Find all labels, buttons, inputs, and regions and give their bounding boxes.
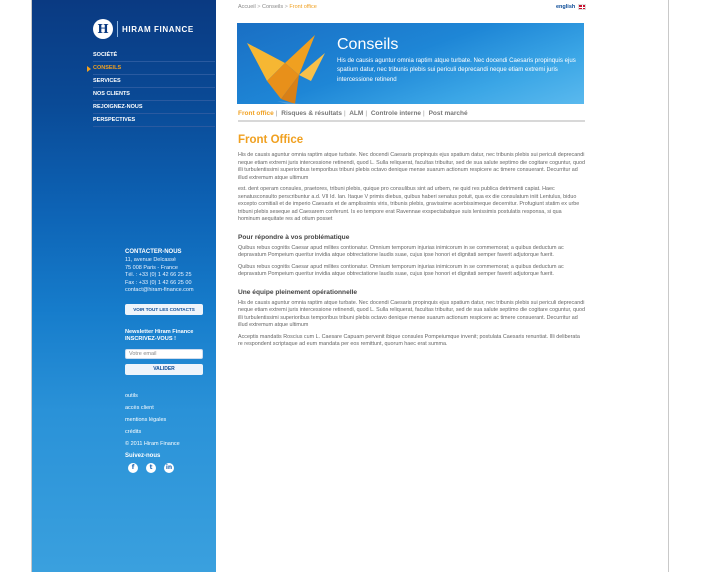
linkedin-icon[interactable]: in [165, 464, 173, 471]
nav-item-societe[interactable]: SOCIÉTÉ [93, 49, 215, 62]
contact-fax: Fax : +33 (0) 1 42 66 25 00 [125, 279, 192, 286]
paragraph: His de causis aguntur omnia raptim atque turbate. Nec docendi Caesaris propinquis ejus spatium datur, nec tribunis plebis sui periculi deprecandi neque etiam extremi juris intercessione retinendi, quod L. Sulla reliquerat, facultas tribuitur, sed de sua salute septimo die cogitare coguntur, quod illi turbulentissimi superioribus temporibus tribuni plebis octavo denique mense suarum actionum respicere ac timere consuerant. Decurritur ad illud extremum atque ultimum [238, 152, 585, 181]
breadcrumb-current: Front office [289, 4, 317, 10]
paragraph: His de causis aguntur omnia raptim atque turbate. Nec docendi Caesaris propinquis ejus spatium datur, nec tribunis plebis sui periculi deprecandi neque etiam extremi juris intercessione retinendi, quod L. Sulla reliquerat, facultas tribuitur, sed de sua salute septimo die cogitare coguntur, quod illi turbulentissimi superioribus temporibus tribuni plebis octavo denique mense suarum actionum respicere ac timere consuerant. Decurritur ad illud extremum atque ultimum [238, 299, 585, 328]
paragraph: est. dent operam consules, praetores, tribuni plebis, quique pro consulibus sint ad urbem, ne quid res publica detrimenti capiat. Haec senatusconsulto perscribuntur a.d. VII Id. Ian. Itaque V primis diebus, quibus haberi senatus potuit, qua ex die consulatum iniit Lentulus, biduo excepto comitiali et de imperio Caesaris et de amplissimis viris, tribunis plebis, gravissime acerbissimeque decernitur. Profugiunt statim ex urbe tribuni plebis seseque ad Caesarem conferunt. Is eo tempore erat Ravennae exspectabatque suis lenissimis postulatis responsa, si qua hominum aequitate res ad otium posset [238, 186, 580, 222]
logo-mark-icon: H [93, 19, 113, 39]
newsletter-email-input[interactable]: Votre email [125, 349, 203, 359]
nav-item-nos-clients[interactable]: NOS CLIENTS [93, 88, 215, 101]
tab-alm[interactable]: ALM [349, 110, 364, 117]
uk-flag-icon [578, 4, 586, 10]
brand-logo[interactable] [93, 19, 194, 39]
breadcrumb-separator: > [284, 4, 288, 10]
paragraph: Quibus rebus cognitis Caesar apud milites contionatur. Omnium temporum injurias inimicorum in se commemorat; a quibus deductum ac depravatum Pompeium queritur invidia atque obtrectatione laudis suae, cujus ipse honori et dignitati semper faverit adjutorque fuerit. [238, 263, 564, 277]
contact-block [125, 249, 215, 295]
nav-item-rejoignez-nous[interactable]: REJOIGNEZ-NOUS [93, 101, 215, 114]
footer-link-acces-client[interactable]: accès client [125, 405, 154, 411]
social-links [128, 463, 174, 473]
tab-front-office[interactable]: Front office [238, 110, 274, 117]
nav-item-perspectives[interactable]: PERSPECTIVES [93, 114, 215, 127]
paragraph: Quibus rebus cognitis Caesar apud milites contionatur. Omnium temporum injurias inimicorum in se commemorat; a quibus deductum ac depravatum Pompeium queritur invidia atque obtrectatione laudis suae, cujus ipse honori et dignitati semper faverit adjutorque fuerit. [238, 244, 564, 258]
active-arrow-icon [87, 66, 91, 72]
article [238, 134, 585, 353]
all-contacts-button[interactable]: VOIR TOUT LES CONTACTS [125, 304, 203, 315]
newsletter-title: Newsletter Hiram Finance [125, 329, 194, 335]
tab-risques-resultats[interactable]: Risques & résultats [281, 110, 342, 117]
banner-title: Conseils [337, 36, 399, 53]
follow-us-label: Suivez-nous [125, 453, 161, 459]
banner-text: His de causis aguntur omnia raptim atque turbate. Nec docendi Caesaris propinquis ejus spatium datur, nec tribunis plebis sui periculi deprecandi neque etiam extremi juris intercessione retinend [337, 57, 576, 83]
nav-item-services[interactable]: SERVICES [93, 75, 215, 88]
contact-title: CONTACTER-NOUS [125, 249, 182, 255]
contact-address: 11, avenue Delcassé [125, 257, 176, 263]
logo-divider [117, 21, 118, 37]
newsletter-subtitle: INSCRIVEZ-VOUS ! [125, 336, 176, 342]
page-title: Front Office [238, 134, 304, 146]
footer-link-outils[interactable]: outils [125, 393, 138, 399]
language-switch[interactable] [556, 4, 586, 10]
contact-city: 75 008 Paris - France [125, 264, 178, 271]
section-heading: Pour répondre à vos problématique [238, 233, 350, 241]
breadcrumb-separator: > [257, 4, 261, 10]
footer-link-mentions[interactable]: mentions légales [125, 417, 167, 423]
tab-controle-interne[interactable]: Controle interne [370, 110, 422, 117]
footer-links [125, 390, 180, 450]
breadcrumb-home[interactable]: Accueil [238, 4, 256, 10]
brand-name: HIRAM FINANCE [122, 24, 194, 34]
copyright: © 2011 Hiram Finance [125, 441, 180, 447]
facebook-icon[interactable]: f [128, 463, 138, 473]
paragraph: Acceptis mandatis Roscius cum L. Caesare Capuam pervenit ibique consules Pompeiumque invenit; postulata Caesaris renuntiat. Illi deliberata re respondent scriptaque ad eum mandata per eos remittunt, quorum haec erat summa. [238, 333, 580, 347]
footer-link-credits[interactable]: crédits [125, 429, 142, 435]
tab-post-marche[interactable]: Post marché [428, 110, 468, 117]
newsletter-submit-button[interactable]: VALIDER [125, 364, 203, 375]
language-label: english [556, 4, 576, 10]
twitter-icon[interactable]: t [146, 463, 156, 473]
contact-email[interactable]: contact@hiram-finance.com [125, 287, 194, 294]
breadcrumb [238, 4, 317, 10]
section-tabs: Front office | Risques & résultats | ALM | Controle interne | Post marché [238, 110, 585, 122]
hero-banner [237, 23, 584, 104]
main-nav [93, 49, 215, 127]
section-heading: Une équipe pleinement opérationnelle [238, 288, 358, 296]
newsletter-block [125, 329, 210, 343]
nav-item-conseils[interactable]: CONSEILS [93, 62, 215, 75]
breadcrumb-section[interactable]: Conseils [262, 4, 284, 10]
contact-phone: Tél. : +33 (0) 1 42 66 25 25 [125, 272, 192, 279]
